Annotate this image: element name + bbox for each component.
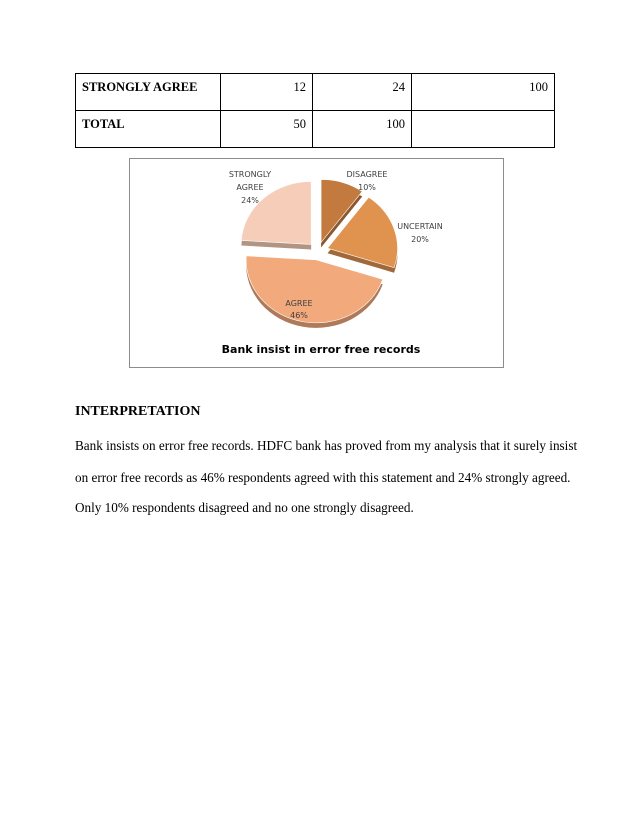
chart-title: Bank insist in error free records [221, 343, 421, 356]
table-cell: 100 [412, 74, 555, 111]
row-label: STRONGLY AGREE [76, 74, 221, 111]
label-agree-pct: 46% [290, 311, 308, 320]
table-cell: 50 [221, 111, 313, 148]
row-label: TOTAL [76, 111, 221, 148]
table-cell: 12 [221, 74, 313, 111]
table-cell: 100 [313, 111, 412, 148]
table-cell [412, 111, 555, 148]
table-row [76, 111, 555, 148]
interpretation-line-2: on error free records as 46% respondents agreed with this statement and 24% strongly agreed. [75, 470, 571, 485]
table-cell: 24 [313, 74, 412, 111]
table-row [76, 74, 555, 111]
label-agree: AGREE [285, 299, 313, 308]
label-uncertain: UNCERTAIN [397, 222, 443, 231]
pie-chart [130, 159, 505, 369]
data-table [75, 73, 555, 148]
label-disagree: DISAGREE [346, 170, 388, 179]
pie-chart-frame [129, 158, 504, 368]
label-disagree-pct: 10% [358, 183, 376, 192]
label-strongly-agree-pct: 24% [241, 196, 259, 205]
interpretation-line-1: Bank insists on error free records. HDFC bank has proved from my analysis that it surely insist [75, 438, 578, 453]
pie-slice-agree [246, 256, 383, 323]
interpretation-heading: INTERPRETATION [75, 404, 201, 419]
label-uncertain-pct: 20% [411, 235, 429, 244]
label-strongly-agree-line2: AGREE [236, 183, 264, 192]
label-strongly-agree-line1: STRONGLY [228, 170, 272, 179]
interpretation-line-3: Only 10% respondents disagreed and no one strongly disagreed. [75, 500, 414, 515]
